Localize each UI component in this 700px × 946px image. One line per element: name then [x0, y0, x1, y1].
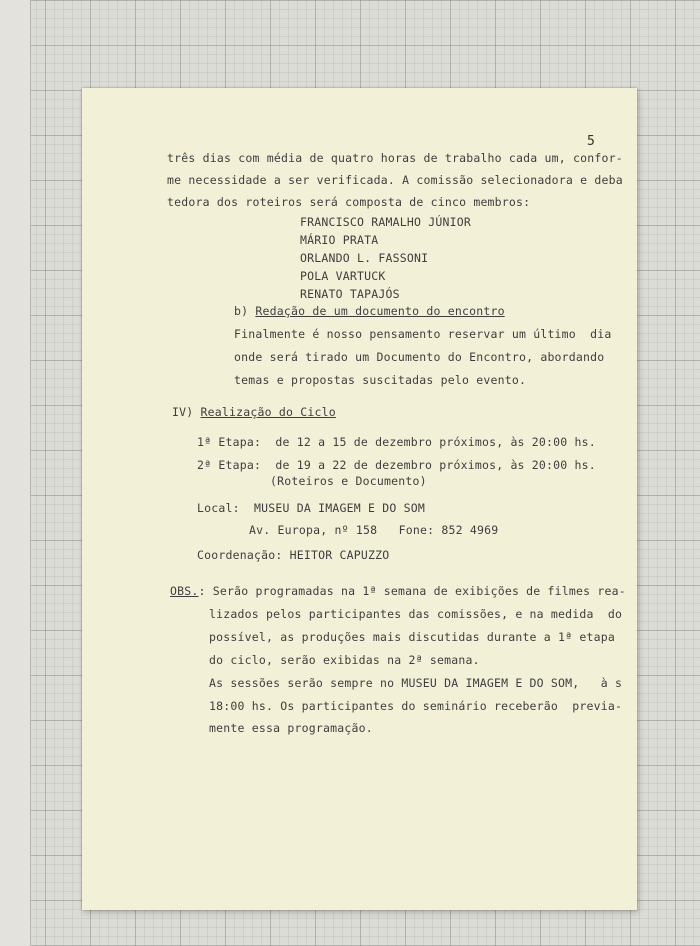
section-b-line: temas e propostas suscitadas pelo evento.: [234, 373, 527, 387]
member-name: RENATO TAPAJÓS: [300, 287, 400, 301]
member-name: FRANCISCO RAMALHO JÚNIOR: [300, 215, 471, 229]
section-b-line: Finalmente é nosso pensamento reservar um último dia: [234, 327, 612, 341]
obs-line: : Serão programadas na 1ª semana de exibições de filmes rea-: [198, 584, 626, 598]
obs-line: do ciclo, serão exibidas na 2ª semana.: [209, 653, 480, 667]
coordination: Coordenação: HEITOR CAPUZZO: [197, 548, 390, 562]
intro-line: tedora dos roteiros será composta de cinco membros:: [167, 195, 531, 209]
local-label: Local:: [197, 501, 240, 515]
section-b-title: Redação de um documento do encontro: [255, 304, 505, 318]
obs-first-line: [170, 584, 626, 598]
stage-2: 2ª Etapa: de 19 a 22 de dezembro próximos, às 20:00 hs.: [197, 458, 596, 472]
intro-line: três dias com média de quatro horas de trabalho cada um, confor-: [167, 151, 623, 165]
section-iv-heading: [172, 405, 336, 419]
stage-2-note: (Roteiros e Documento): [270, 474, 427, 488]
local-line: [197, 501, 425, 515]
member-name: POLA VARTUCK: [300, 269, 386, 283]
typewritten-page: [82, 88, 637, 910]
obs-label: OBS.: [170, 584, 199, 598]
section-iv-marker: IV): [172, 405, 194, 419]
section-b-marker: b): [234, 304, 249, 318]
obs-line: mente essa programação.: [209, 721, 373, 735]
ruler-strip: [0, 0, 31, 946]
local-value: MUSEU DA IMAGEM E DO SOM: [254, 501, 425, 515]
obs-line: possível, as produções mais discutidas durante a 1ª etapa: [209, 630, 616, 644]
obs-line: lizados pelos participantes das comissões, e na medida do: [209, 607, 623, 621]
section-b-line: onde será tirado um Documento do Encontro, abordando: [234, 350, 605, 364]
section-iv-title: Realização do Ciclo: [200, 405, 336, 419]
address: Av. Europa, nº 158 Fone: 852 4969: [249, 523, 499, 537]
obs-line: As sessões serão sempre no MUSEU DA IMAGEM E DO SOM, à s: [209, 676, 623, 690]
page-number: 5: [587, 134, 595, 149]
stage-1: 1ª Etapa: de 12 a 15 de dezembro próximos, às 20:00 hs.: [197, 435, 596, 449]
intro-line: me necessidade a ser verificada. A comissão selecionadora e deba: [167, 173, 623, 187]
obs-line: 18:00 hs. Os participantes do seminário receberão previa-: [209, 699, 623, 713]
member-name: MÁRIO PRATA: [300, 233, 379, 247]
member-name: ORLANDO L. FASSONI: [300, 251, 429, 265]
section-b-heading: [234, 304, 505, 318]
